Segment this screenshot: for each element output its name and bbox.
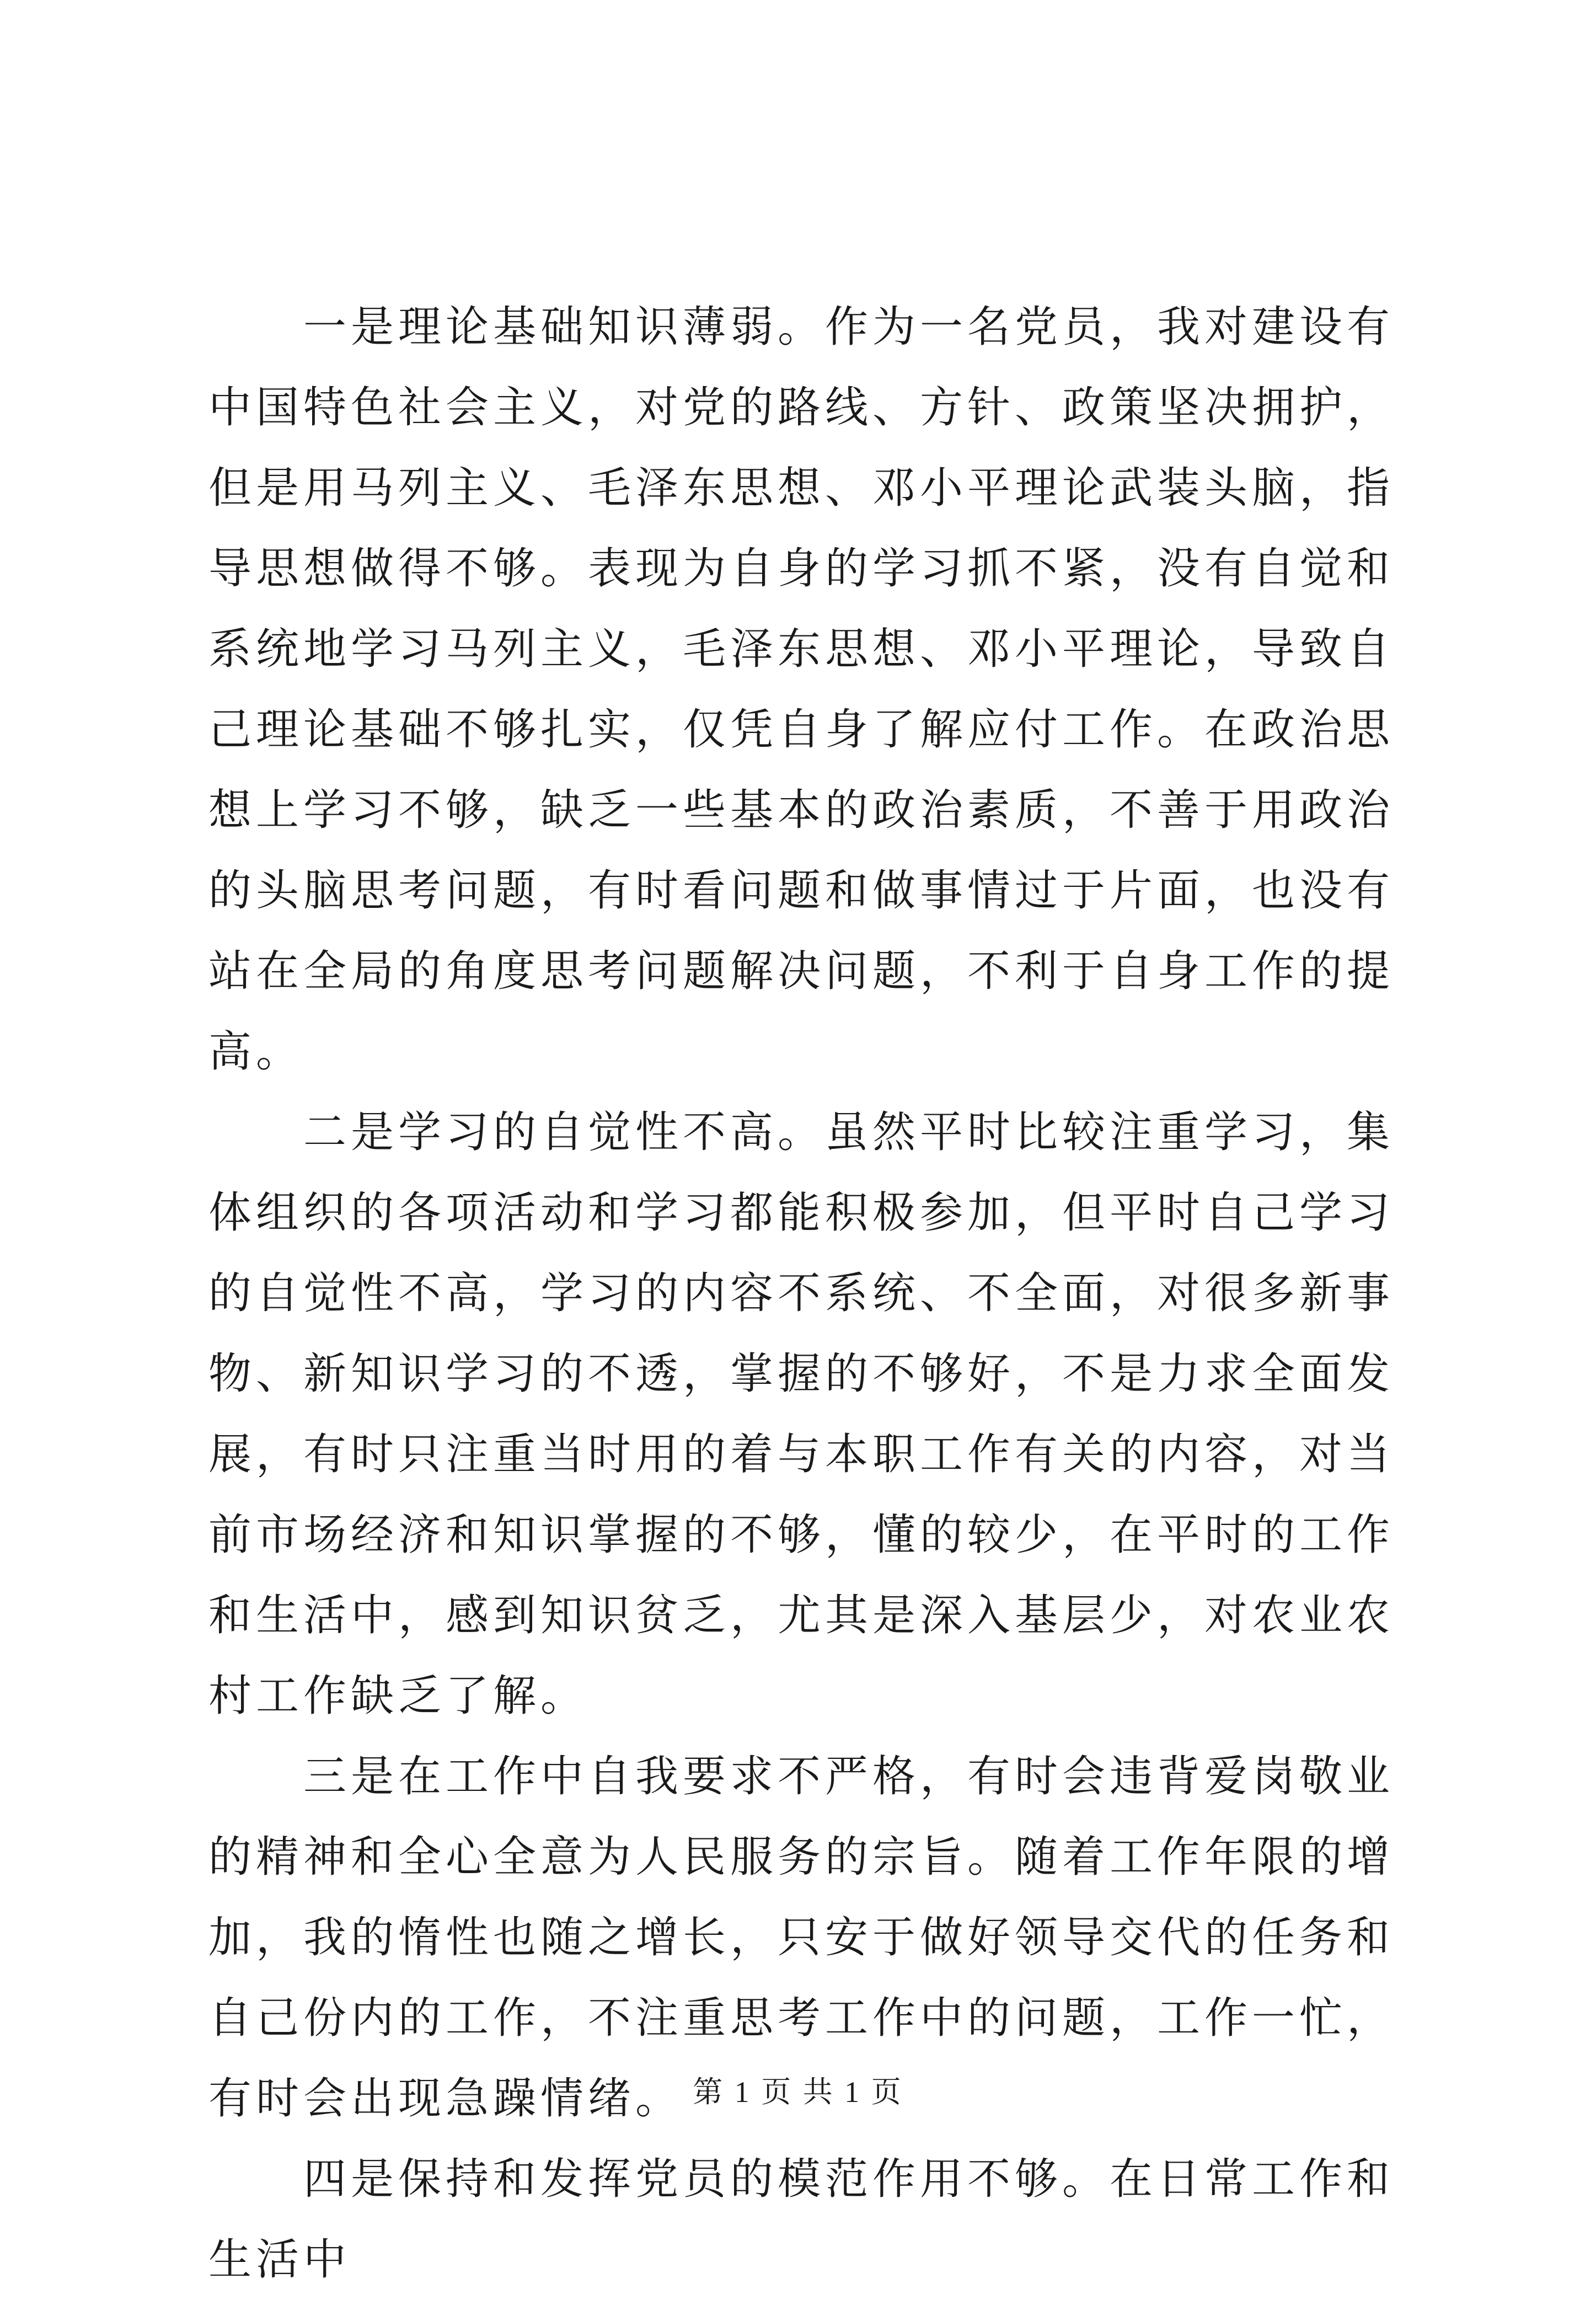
page-footer bbox=[0, 2073, 1596, 2111]
paragraph-3: 三是在工作中自我要求不严格，有时会违背爱岗敬业的精神和全心全意为人民服务的宗旨。随着工作年限的增加，我的惰性也随之增长，只安于做好领导交代的任务和自己份内的工作，不注重思考工作中的问题，工作一忙，有时会出现急躁情绪。 bbox=[208, 1752, 1395, 2124]
paragraph-4: 四是保持和发挥党员的模范作用不够。在日常工作和生活中 bbox=[208, 2154, 1395, 2285]
paragraph-1: 一是理论基础知识薄弱。作为一名党员，我对建设有中国特色社会主义，对党的路线、方针、政策坚决拥护，但是用马列主义、毛泽东思想、邓小平理论武装头脑，指导思想做得不够。表现为自身的学习抓不紧，没有自觉和系统地学习马列主义，毛泽东思想、邓小平理论，导致自己理论基础不够扎实，仅凭自身了解应付工作。在政治思想上学习不够，缺乏一些基本的政治素质，不善于用政治的头脑思考问题，有时看问题和做事情过于片面，也没有站在全局的角度思考问题解决问题，不利于自身工作的提高。 bbox=[208, 302, 1395, 1077]
document-body bbox=[208, 287, 1394, 2300]
paragraph-2: 二是学习的自觉性不高。虽然平时比较注重学习，集体组织的各项活动和学习都能积极参加，但平时自己学习的自觉性不高，学习的内容不系统、不全面，对很多新事物、新知识学习的不透，掌握的不够好，不是力求全面发展，有时只注重当时用的着与本职工作有关的内容，对当前市场经济和知识掌握的不够，懂的较少，在平时的工作和生活中，感到知识贫乏，尤其是深入基层少，对农业农村工作缺乏了解。 bbox=[208, 1108, 1395, 1721]
page-number-label: 第 1 页 共 1 页 bbox=[693, 2076, 903, 2109]
